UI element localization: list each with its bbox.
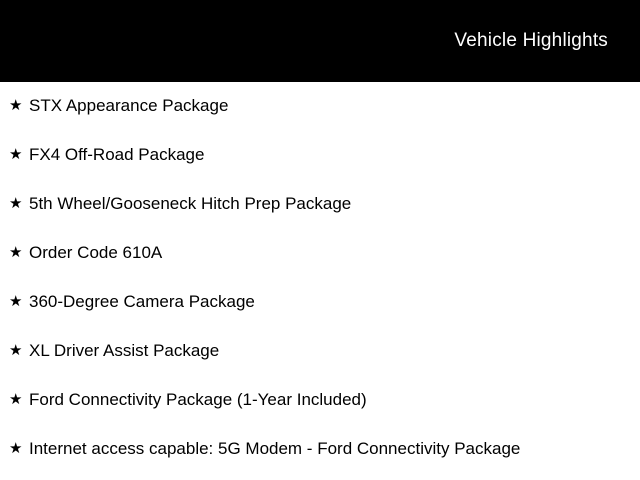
list-item <box>0 131 640 180</box>
list-item-label: Order Code 610A <box>29 243 163 262</box>
list-item-label: 360-Degree Camera Package <box>29 292 255 311</box>
list-item-label: XL Driver Assist Package <box>29 341 220 360</box>
star-bullet-icon: ★ <box>9 195 23 212</box>
list-item-label: Ford Connectivity Package (1-Year Included) <box>29 390 367 409</box>
list-item <box>0 82 640 131</box>
list-item <box>0 425 640 474</box>
star-bullet-icon: ★ <box>9 146 23 163</box>
page-title: Vehicle Highlights <box>454 30 608 51</box>
star-bullet-icon: ★ <box>9 293 23 310</box>
list-item-label: Internet access capable: 5G Modem - Ford Connectivity Package <box>29 439 521 458</box>
star-bullet-icon: ★ <box>9 244 23 261</box>
list-item-label: FX4 Off-Road Package <box>29 145 205 164</box>
star-bullet-icon: ★ <box>9 342 23 359</box>
list-item <box>0 229 640 278</box>
star-bullet-icon: ★ <box>9 440 23 457</box>
star-bullet-icon: ★ <box>9 97 23 114</box>
header-bar <box>0 0 640 82</box>
list-item <box>0 180 640 229</box>
star-bullet-icon: ★ <box>9 391 23 408</box>
list-item-label: 5th Wheel/Gooseneck Hitch Prep Package <box>29 194 352 213</box>
list-item-label: STX Appearance Package <box>29 96 229 115</box>
list-item <box>0 376 640 425</box>
list-item <box>0 278 640 327</box>
vehicle-highlights-list <box>0 82 640 474</box>
list-item <box>0 327 640 376</box>
